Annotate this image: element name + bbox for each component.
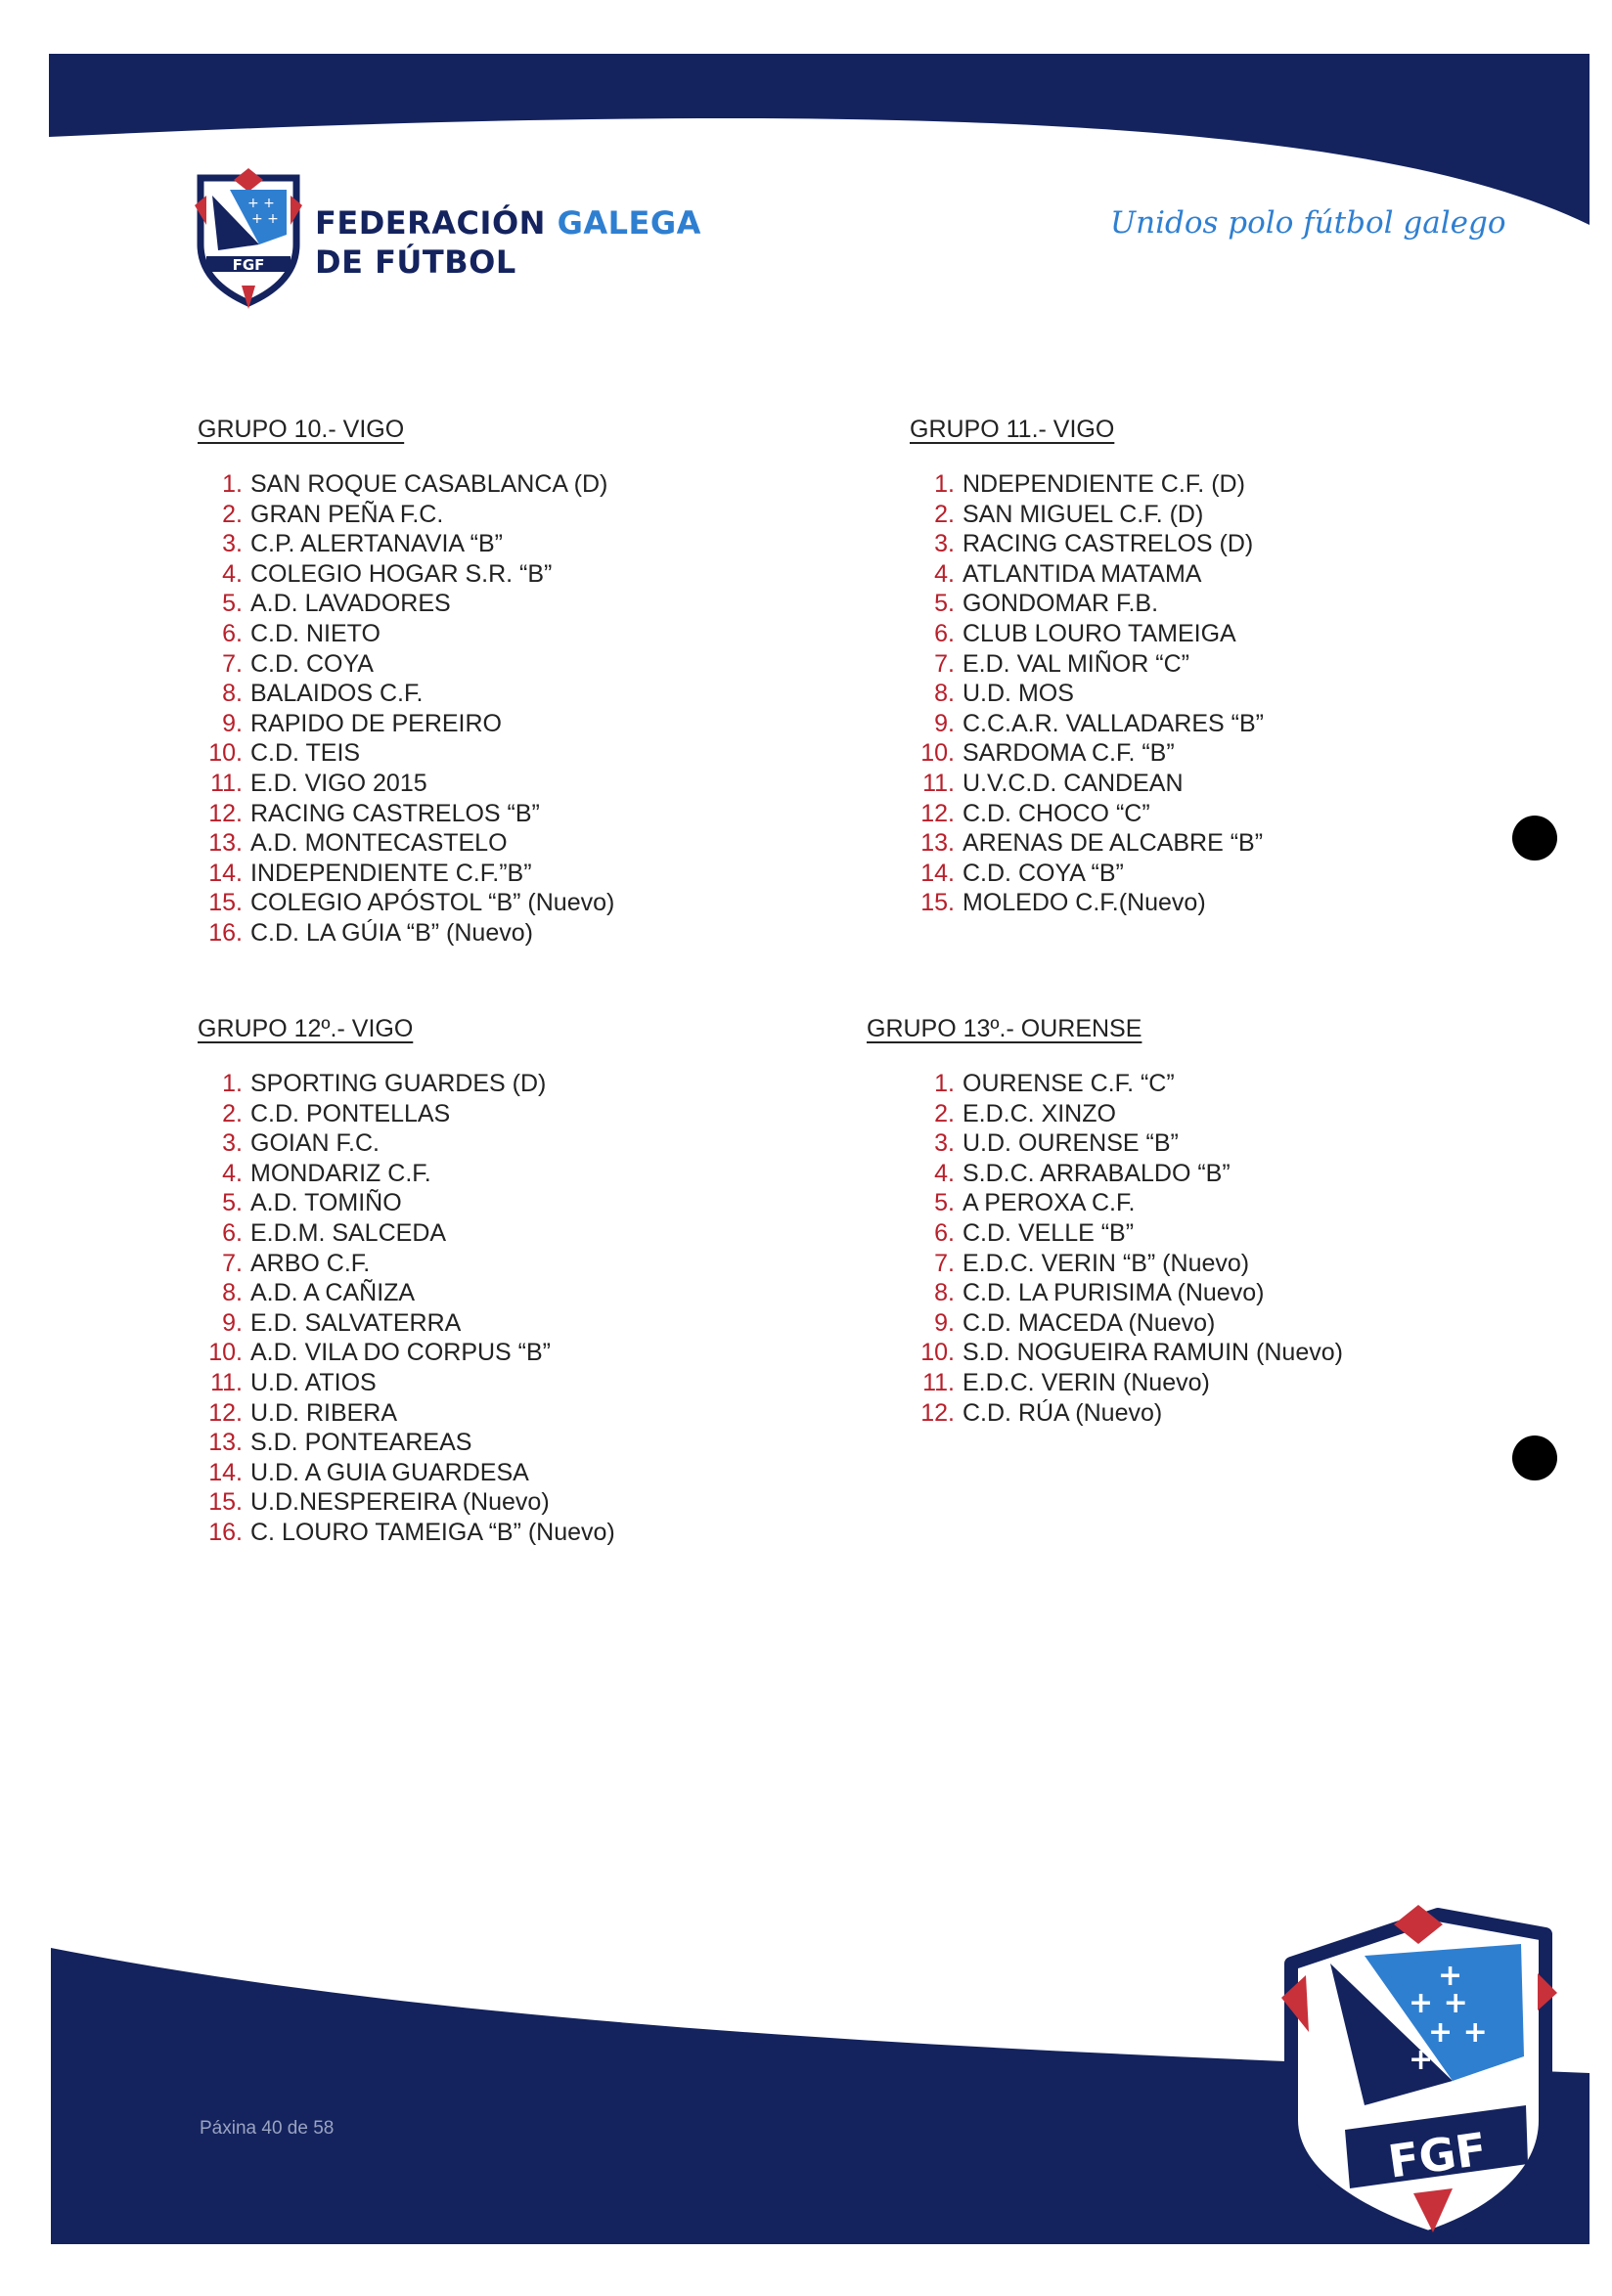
org-name-line1-a: FEDERACIÓN [315, 204, 546, 242]
logo-text: FGF [232, 256, 265, 274]
team-list [910, 1069, 1343, 1428]
team-number: 9. [934, 709, 955, 737]
group-title: GRUPO 10.- VIGO [198, 416, 405, 443]
team-row [910, 1218, 1343, 1249]
slogan: Unidos polo fútbol galego [1110, 205, 1506, 241]
team-name: C.C.A.R. VALLADARES “B” [963, 709, 1264, 737]
team-number: 12. [920, 799, 955, 827]
team-number: 11. [922, 1368, 955, 1396]
group-title: GRUPO 12º.- VIGO [198, 1015, 414, 1042]
team-number: 12. [208, 799, 243, 827]
team-name: U.D. ATIOS [250, 1368, 377, 1396]
team-name: SAN ROQUE CASABLANCA (D) [250, 470, 608, 498]
team-row [910, 1128, 1343, 1159]
team-row [910, 1069, 1343, 1099]
svg-text:+ +: + + [251, 211, 279, 227]
team-row [910, 888, 1264, 918]
team-name: U.D. RIBERA [250, 1398, 398, 1427]
team-row [198, 859, 614, 889]
team-name: COLEGIO APÓSTOL “B” (Nuevo) [250, 889, 615, 917]
team-list [198, 469, 614, 949]
team-row [198, 1398, 615, 1429]
team-row [910, 709, 1264, 739]
team-number: 8. [934, 680, 955, 708]
team-name: C.D. CHOCO “C” [963, 799, 1150, 827]
team-number: 6. [934, 619, 955, 647]
team-name: U.D. OURENSE “B” [963, 1129, 1179, 1158]
team-name: MOLEDO C.F.(Nuevo) [963, 889, 1206, 917]
svg-text:+: + [1409, 2043, 1434, 2077]
team-number: 2. [222, 500, 243, 528]
team-row [910, 828, 1264, 859]
team-row [198, 1249, 615, 1279]
team-number: 4. [222, 559, 243, 588]
team-number: 6. [934, 1218, 955, 1247]
team-number: 7. [222, 1249, 243, 1277]
svg-text:+ +: + + [1428, 2015, 1488, 2050]
team-name: BALAIDOS C.F. [250, 680, 424, 708]
fgf-logo-icon [191, 166, 306, 313]
team-number: 1. [934, 1070, 955, 1097]
team-number: 4. [222, 1159, 243, 1187]
team-row [910, 1278, 1343, 1308]
team-number: 12. [920, 1398, 955, 1427]
team-name: A.D. VILA DO CORPUS “B” [250, 1339, 552, 1367]
team-name: COLEGIO HOGAR S.R. “B” [250, 559, 553, 588]
team-row [910, 500, 1264, 530]
team-row [910, 1099, 1343, 1129]
team-row [910, 1398, 1343, 1429]
logo-large-text: FGF [1384, 2122, 1491, 2188]
team-number: 9. [222, 1308, 243, 1337]
team-number: 10. [208, 1339, 243, 1367]
svg-text:+: + [1438, 1959, 1463, 1993]
team-number: 13. [920, 829, 955, 858]
team-number: 3. [222, 530, 243, 558]
team-name: ATLANTIDA MATAMA [963, 559, 1202, 588]
org-name [315, 203, 701, 282]
team-name: E.D. SALVATERRA [250, 1308, 462, 1337]
team-number: 5. [934, 1189, 955, 1217]
team-row [910, 559, 1264, 590]
team-name: RAPIDO DE PEREIRO [250, 709, 502, 737]
team-name: RACING CASTRELOS (D) [963, 530, 1254, 558]
team-row [198, 1188, 615, 1218]
team-row [198, 1218, 615, 1249]
team-name: CLUB LOURO TAMEIGA [963, 619, 1236, 647]
team-row [198, 1308, 615, 1339]
team-number: 12. [208, 1398, 243, 1427]
team-row [198, 1338, 615, 1368]
team-number: 8. [934, 1279, 955, 1307]
team-number: 13. [208, 829, 243, 858]
team-row [198, 1487, 615, 1518]
team-number: 14. [208, 859, 243, 887]
team-row [198, 1518, 615, 1548]
svg-text:+ +: + + [247, 196, 275, 211]
team-row [198, 738, 614, 769]
team-name: MONDARIZ C.F. [250, 1159, 431, 1187]
team-name: C.D. MACEDA (Nuevo) [963, 1308, 1216, 1337]
team-row [910, 529, 1264, 559]
team-row [198, 500, 614, 530]
team-list [910, 469, 1264, 918]
team-row [198, 649, 614, 680]
team-name: C.D. COYA “B” [963, 859, 1124, 887]
team-row [198, 1159, 615, 1189]
org-name-line2: DE FÚTBOL [315, 243, 516, 281]
team-name: U.V.C.D. CANDEAN [963, 769, 1184, 797]
team-name: E.D. VIGO 2015 [250, 769, 427, 797]
team-number: 6. [222, 619, 243, 647]
team-name: C.D. RÚA (Nuevo) [963, 1398, 1163, 1427]
team-name: SAN MIGUEL C.F. (D) [963, 500, 1204, 528]
team-row [198, 1128, 615, 1159]
team-name: SARDOMA C.F. “B” [963, 739, 1175, 768]
team-name: C.D. TEIS [250, 739, 361, 768]
team-row [198, 469, 614, 500]
team-number: 8. [222, 680, 243, 708]
team-number: 3. [934, 530, 955, 558]
team-row [198, 799, 614, 829]
team-row [910, 1249, 1343, 1279]
team-row [198, 709, 614, 739]
team-number: 9. [934, 1308, 955, 1337]
team-name: E.D.C. XINZO [963, 1099, 1116, 1127]
punch-hole-mark [1512, 816, 1557, 861]
team-name: ARBO C.F. [250, 1249, 371, 1277]
team-number: 9. [222, 709, 243, 737]
team-name: E.D.M. SALCEDA [250, 1218, 447, 1247]
team-number: 3. [934, 1129, 955, 1158]
team-name: GRAN PEÑA F.C. [250, 500, 444, 528]
team-row [910, 859, 1264, 889]
team-number: 7. [934, 1249, 955, 1277]
team-name: C.D. COYA [250, 649, 374, 678]
group-title: GRUPO 11.- VIGO [910, 416, 1115, 443]
team-name: INDEPENDIENTE C.F.”B” [250, 859, 532, 887]
team-number: 2. [222, 1099, 243, 1127]
group-10 [198, 416, 614, 949]
team-row [198, 589, 614, 619]
group-13 [867, 1015, 1343, 1428]
team-row [198, 888, 614, 918]
team-row [910, 679, 1264, 709]
team-row [910, 799, 1264, 829]
team-name: GOIAN F.C. [250, 1129, 380, 1158]
team-number: 7. [222, 649, 243, 678]
team-name: GONDOMAR F.B. [963, 590, 1159, 618]
team-row [198, 559, 614, 590]
team-row [198, 1069, 615, 1099]
team-row [910, 769, 1264, 799]
team-row [198, 828, 614, 859]
team-row [910, 1159, 1343, 1189]
team-number: 1. [222, 1070, 243, 1097]
team-name: SPORTING GUARDES (D) [250, 1070, 547, 1097]
team-number: 11. [210, 769, 243, 797]
team-name: A.D. LAVADORES [250, 590, 451, 618]
team-name: U.D. A GUIA GUARDESA [250, 1458, 529, 1486]
team-number: 10. [920, 1339, 955, 1367]
team-number: 11. [210, 1368, 243, 1396]
team-name: U.D.NESPEREIRA (Nuevo) [250, 1488, 550, 1517]
team-row [910, 1188, 1343, 1218]
team-number: 5. [222, 590, 243, 618]
org-name-line1-b: GALEGA [557, 204, 701, 242]
team-row [910, 649, 1264, 680]
team-number: 6. [222, 1218, 243, 1247]
team-number: 15. [920, 889, 955, 917]
team-name: U.D. MOS [963, 680, 1074, 708]
team-row [910, 619, 1264, 649]
team-name: C.D. PONTELLAS [250, 1099, 451, 1127]
punch-hole-mark [1512, 1435, 1557, 1480]
team-row [198, 1428, 615, 1458]
group-12 [198, 1015, 615, 1548]
team-name: C. LOURO TAMEIGA “B” (Nuevo) [250, 1518, 615, 1546]
team-name: E.D. VAL MIÑOR “C” [963, 649, 1189, 678]
team-number: 14. [208, 1458, 243, 1486]
team-row [198, 918, 614, 949]
team-name: C.D. VELLE “B” [963, 1218, 1135, 1247]
team-number: 4. [934, 1159, 955, 1187]
svg-text:+ +: + + [1409, 1986, 1468, 2020]
team-number: 2. [934, 1099, 955, 1127]
team-name: NDEPENDIENTE C.F. (D) [963, 470, 1245, 498]
team-row [198, 1458, 615, 1488]
team-row [910, 738, 1264, 769]
team-number: 14. [920, 859, 955, 887]
team-name: RACING CASTRELOS “B” [250, 799, 540, 827]
team-row [910, 469, 1264, 500]
team-number: 7. [934, 649, 955, 678]
team-number: 16. [208, 1518, 243, 1546]
team-number: 16. [208, 918, 243, 947]
team-row [198, 1278, 615, 1308]
team-name: C.D. LA GÚIA “B” (Nuevo) [250, 918, 533, 947]
group-11 [910, 416, 1264, 918]
team-number: 15. [208, 889, 243, 917]
team-number: 2. [934, 500, 955, 528]
team-name: C.P. ALERTANAVIA “B” [250, 530, 503, 558]
team-name: A.D. MONTECASTELO [250, 829, 508, 858]
team-name: E.D.C. VERIN (Nuevo) [963, 1368, 1210, 1396]
team-name: A.D. TOMIÑO [250, 1189, 402, 1217]
team-row [910, 1308, 1343, 1339]
team-number: 5. [934, 590, 955, 618]
fgf-logo-large-icon [1272, 1895, 1565, 2242]
team-name: A.D. A CAÑIZA [250, 1279, 416, 1307]
team-name: S.D. NOGUEIRA RAMUIN (Nuevo) [963, 1339, 1343, 1367]
team-row [198, 679, 614, 709]
team-name: ARENAS DE ALCABRE “B” [963, 829, 1264, 858]
team-name: C.D. NIETO [250, 619, 381, 647]
team-row [910, 1368, 1343, 1398]
team-row [910, 1338, 1343, 1368]
team-name: E.D.C. VERIN “B” (Nuevo) [963, 1249, 1250, 1277]
team-row [198, 619, 614, 649]
team-name: S.D.C. ARRABALDO “B” [963, 1159, 1231, 1187]
group-title: GRUPO 13º.- OURENSE [867, 1015, 1142, 1042]
team-row [198, 529, 614, 559]
team-number: 3. [222, 1129, 243, 1158]
page-number: Páxina 40 de 58 [200, 2118, 335, 2139]
team-name: OURENSE C.F. “C” [963, 1070, 1175, 1097]
team-list [198, 1069, 615, 1548]
team-number: 4. [934, 559, 955, 588]
team-row [910, 589, 1264, 619]
team-name: S.D. PONTEAREAS [250, 1429, 472, 1457]
team-number: 1. [934, 470, 955, 498]
team-row [198, 1368, 615, 1398]
team-name: C.D. LA PURISIMA (Nuevo) [963, 1279, 1265, 1307]
team-number: 10. [920, 739, 955, 768]
team-number: 8. [222, 1279, 243, 1307]
team-name: A PEROXA C.F. [963, 1189, 1136, 1217]
team-row [198, 1099, 615, 1129]
team-number: 15. [208, 1488, 243, 1517]
team-number: 11. [922, 769, 955, 797]
team-row [198, 769, 614, 799]
team-number: 1. [222, 470, 243, 498]
team-number: 5. [222, 1189, 243, 1217]
team-number: 10. [208, 739, 243, 768]
team-number: 13. [208, 1429, 243, 1457]
